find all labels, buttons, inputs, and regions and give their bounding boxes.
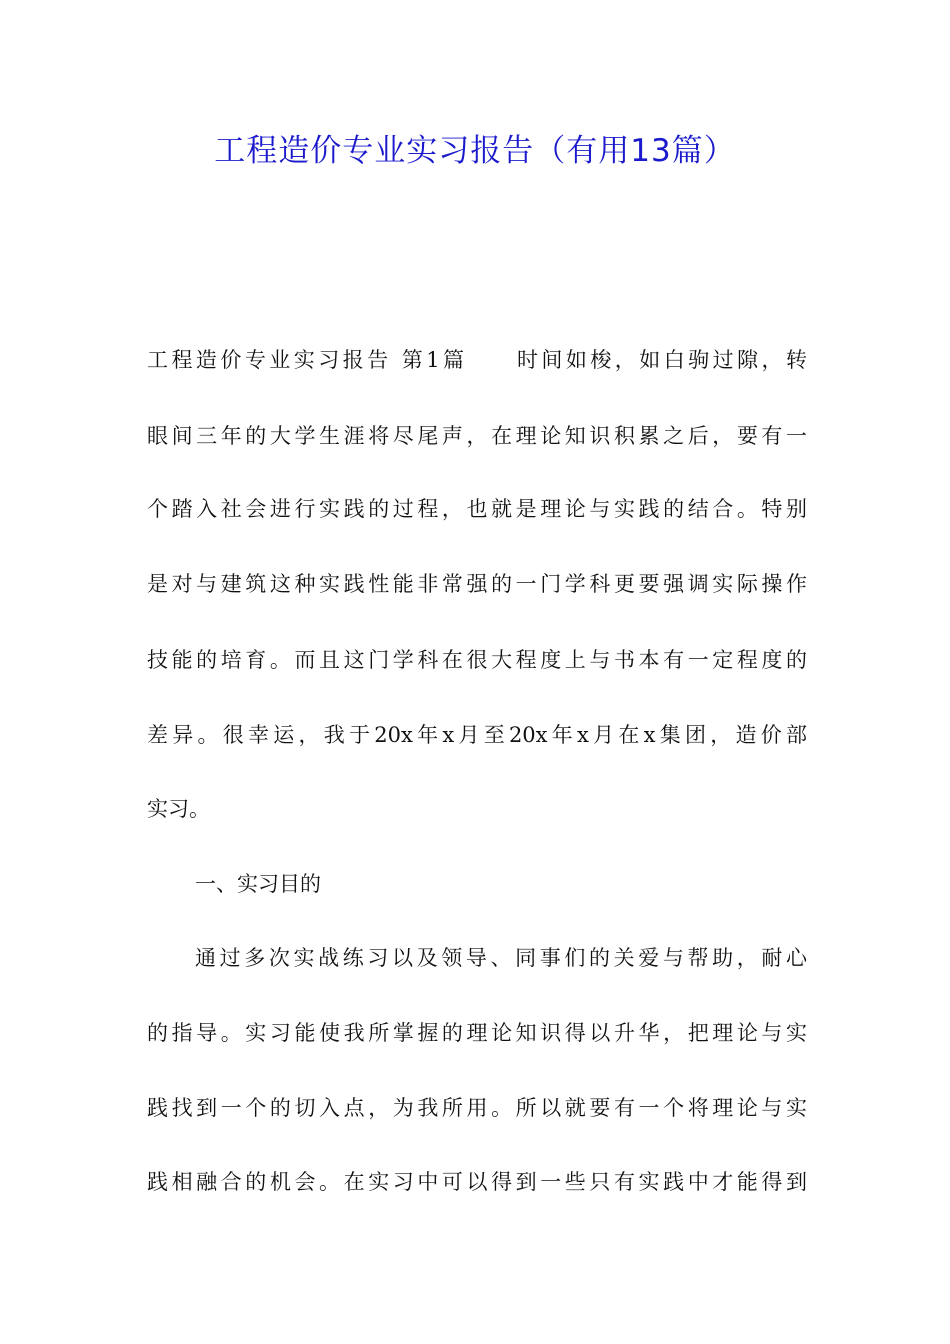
paragraph-line: 眼间三年的大学生涯将尽尾声，在理论知识积累之后，要有一	[147, 424, 807, 448]
paragraph-line	[147, 340, 807, 380]
paragraph-text: 时间如梭，如白驹过隙，转	[513, 348, 808, 372]
paragraph-line: 是对与建筑这种实践性能非常强的一门学科更要强调实际操作	[147, 572, 807, 596]
paragraph-line: 差异。很幸运，我于20x年x月至20x年x月在x集团，造价部	[147, 723, 807, 747]
paragraph-line: 通过多次实战练习以及领导、同事们的关爱与帮助，耐心	[195, 946, 807, 970]
paragraph-line: 个踏入社会进行实践的过程，也就是理论与实践的结合。特别	[147, 497, 807, 521]
document-title: 工程造价专业实习报告（有用13篇）	[214, 133, 736, 169]
article-heading: 工程造价专业实习报告 第1篇	[147, 348, 468, 372]
paragraph-line: 的指导。实习能使我所掌握的理论知识得以升华，把理论与实	[147, 1021, 807, 1045]
section-heading: 一、实习目的	[195, 872, 321, 896]
paragraph-line: 实习。	[147, 797, 210, 821]
paragraph-line: 践找到一个的切入点，为我所用。所以就要有一个将理论与实	[147, 1096, 807, 1120]
paragraph-line: 技能的培育。而且这门学科在很大程度上与书本有一定程度的	[147, 648, 807, 672]
paragraph-line: 践相融合的机会。在实习中可以得到一些只有实践中才能得到	[147, 1170, 807, 1194]
